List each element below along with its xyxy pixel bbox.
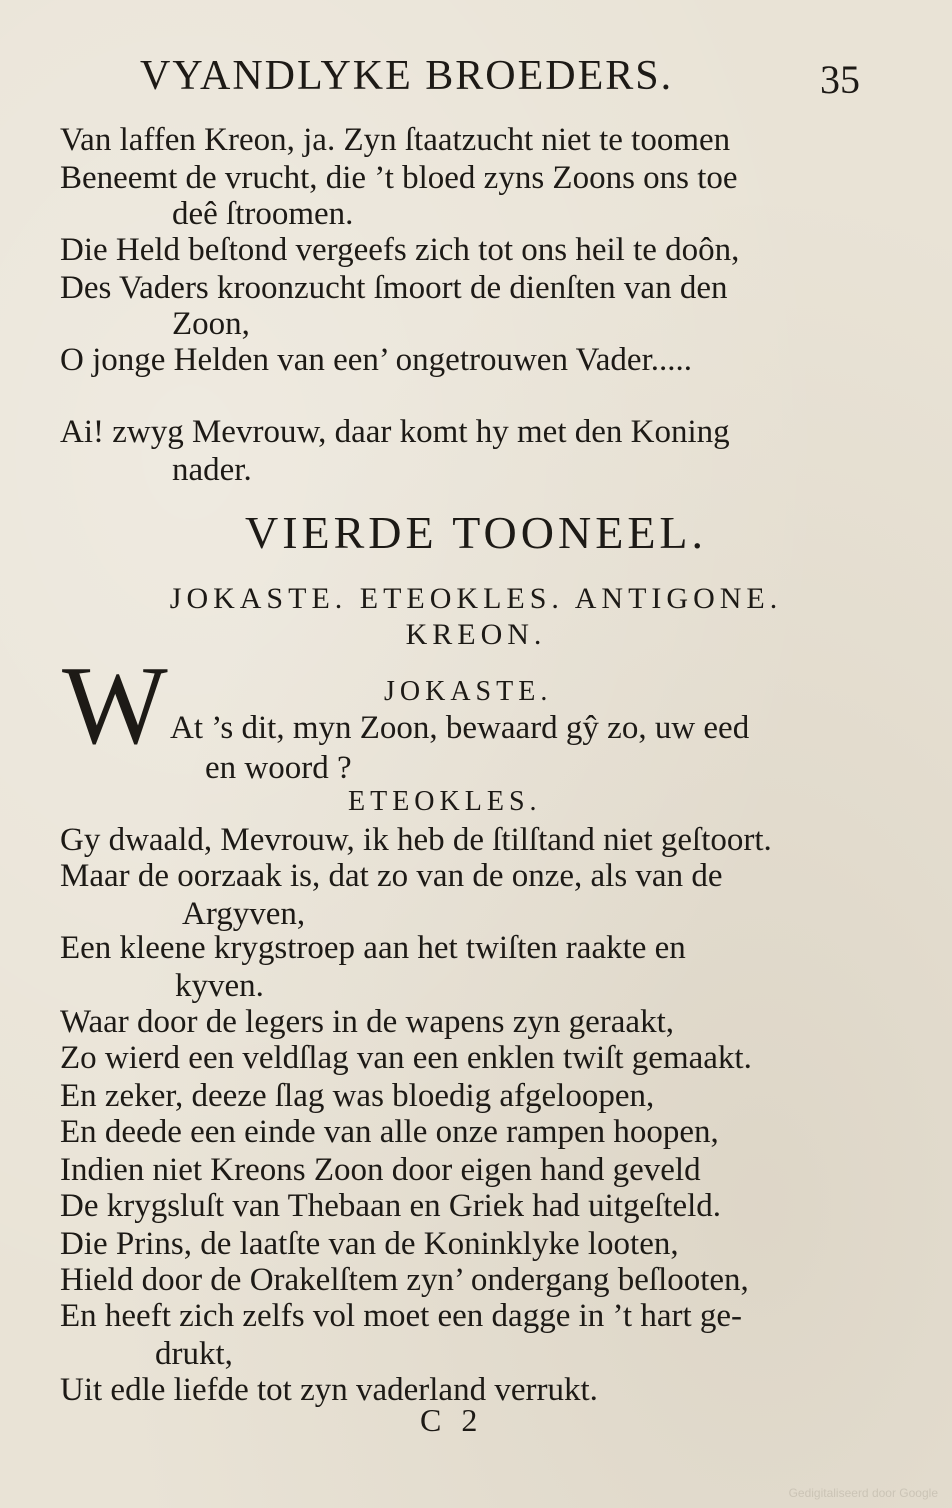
page-number: 35 — [820, 57, 860, 102]
cast-list-continuation: KREON. — [405, 618, 547, 651]
verse-line: En heeft zich zelfs vol moet een dagge in ’t hart ge- — [60, 1298, 743, 1334]
verse-line: Uit edle liefde tot zyn vaderland verrukt. — [60, 1372, 598, 1408]
verse-line: En zeker, deeze ſlag was bloedig afgeloopen, — [60, 1078, 655, 1114]
verse-line-continuation: Zoon, — [172, 306, 250, 342]
verse-line: Een kleene krygstroep aan het twiſten raakte en — [60, 930, 686, 966]
verse-line-continuation: drukt, — [155, 1336, 233, 1372]
verse-line-continuation: deê ſtroomen. — [172, 196, 354, 232]
verse-line: Beneemt de vrucht, die ’t bloed zyns Zoons ons toe — [60, 160, 738, 196]
verse-line: O jonge Helden van een’ ongetrouwen Vader..... — [60, 342, 692, 378]
verse-line: Hield door de Orakelſtem zyn’ ondergang beſlooten, — [60, 1262, 749, 1298]
verse-line-continuation: kyven. — [175, 968, 264, 1004]
verse-line: Die Prins, de laatſte van de Koninklyke looten, — [60, 1226, 679, 1262]
running-title: VYANDLYKE BROEDERS. — [140, 53, 674, 99]
verse-line: Waar door de legers in de wapens zyn geraakt, — [60, 1004, 674, 1040]
cast-list: JOKASTE. ETEOKLES. ANTIGONE. — [169, 582, 783, 615]
verse-line-continuation: en woord ? — [205, 750, 352, 786]
digitization-watermark: Gedigitaliseerd door Google — [788, 1486, 938, 1500]
verse-line: Ai! zwyg Mevrouw, daar komt hy met den Koning — [60, 414, 730, 450]
drop-cap: W — [62, 644, 168, 768]
verse-line: Van laffen Kreon, ja. Zyn ſtaatzucht niet te toomen — [60, 122, 731, 158]
verse-line: Indien niet Kreons Zoon door eigen hand geveld — [60, 1152, 701, 1188]
verse-line: De krygsluſt van Thebaan en Griek had uitgeſteld. — [60, 1188, 722, 1224]
running-head — [140, 52, 860, 108]
verse-line-continuation: Argyven, — [182, 896, 306, 932]
speaker-name: JOKASTE. — [384, 676, 553, 707]
verse-line-continuation: nader. — [172, 452, 252, 488]
verse-line: Die Held beſtond vergeefs zich tot ons heil te doôn, — [60, 232, 740, 268]
scene-heading: VIERDE TOONEEL. — [244, 507, 708, 558]
verse-line: Zo wierd een veldſlag van een enklen twiſt gemaakt. — [60, 1040, 752, 1076]
verse-line: Maar de oorzaak is, dat zo van de onze, als van de — [60, 858, 723, 894]
verse-line: At ’s dit, myn Zoon, bewaard gŷ zo, uw eed — [170, 710, 750, 746]
verse-line: Des Vaders kroonzucht ſmoort de dienſten van den — [60, 270, 728, 306]
speaker-name: ETEOKLES. — [348, 786, 542, 817]
verse-line: En deede een einde van alle onze rampen hoopen, — [60, 1114, 719, 1150]
signature-mark: C 2 — [420, 1402, 484, 1438]
verse-line: Gy dwaald, Mevrouw, ik heb de ſtilſtand niet geſtoort. — [60, 822, 772, 858]
